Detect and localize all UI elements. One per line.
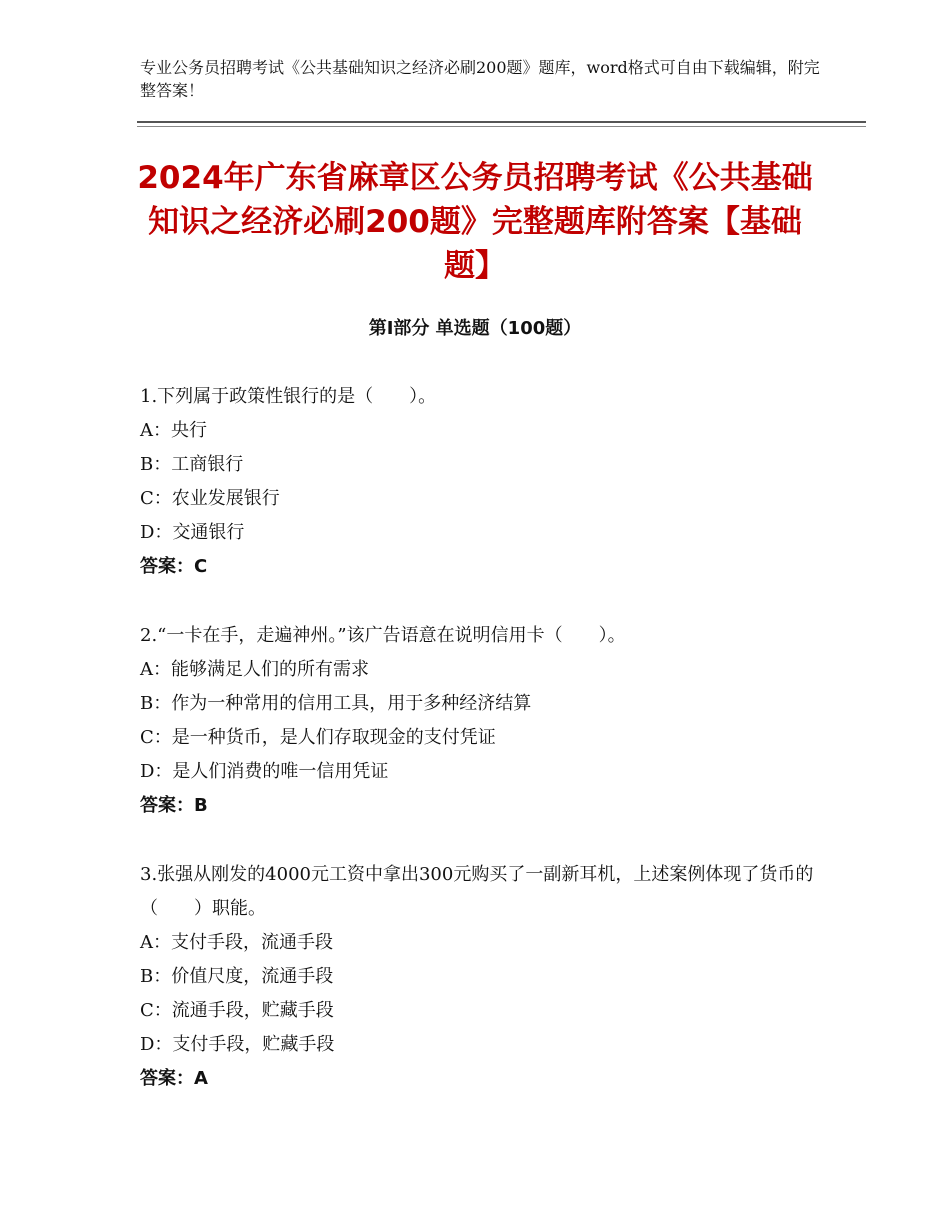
option-b: B：作为一种常用的信用工具，用于多种经济结算	[140, 693, 532, 714]
answer: 答案：C	[140, 556, 208, 577]
answer: 答案：A	[140, 1068, 208, 1089]
option-a: A：支付手段，流通手段	[140, 932, 333, 953]
question-3	[140, 858, 820, 1096]
option-a: A：能够满足人们的所有需求	[140, 659, 369, 680]
answer: 答案：B	[140, 795, 208, 816]
question-stem: 2.“一卡在手，走遍神州。”该广告语意在说明信用卡（ ）。	[140, 625, 626, 646]
question-stem: 3.张强从刚发的4000元工资中拿出300元购买了一副新耳机，上述案例体现了货币的（ ）职能。	[140, 864, 814, 919]
option-b: B：工商银行	[140, 454, 244, 475]
option-c: C：是一种货币，是人们存取现金的支付凭证	[140, 727, 496, 748]
document-title: 2024年广东省麻章区公务员招聘考试《公共基础知识之经济必刷200题》完整题库附答案【基础题】	[137, 160, 813, 284]
option-d: D：支付手段，贮藏手段	[140, 1034, 335, 1055]
header-divider-thick	[137, 121, 866, 123]
option-d: D：交通银行	[140, 522, 245, 543]
option-c: C：流通手段，贮藏手段	[140, 1000, 334, 1021]
option-c: C：农业发展银行	[140, 488, 280, 509]
section-heading: 第Ⅰ部分 单选题（100题）	[368, 318, 582, 339]
question-2	[140, 619, 820, 823]
option-d: D：是人们消费的唯一信用凭证	[140, 761, 389, 782]
question-stem: 1.下列属于政策性银行的是（ ）。	[140, 386, 437, 407]
option-b: B：价值尺度，流通手段	[140, 966, 334, 987]
header-divider-thin	[137, 126, 866, 127]
question-1	[140, 380, 820, 584]
option-a: A：央行	[140, 420, 207, 441]
header-note: 专业公务员招聘考试《公共基础知识之经济必刷200题》题库，word格式可自由下载编辑，附完整答案！	[140, 58, 820, 100]
